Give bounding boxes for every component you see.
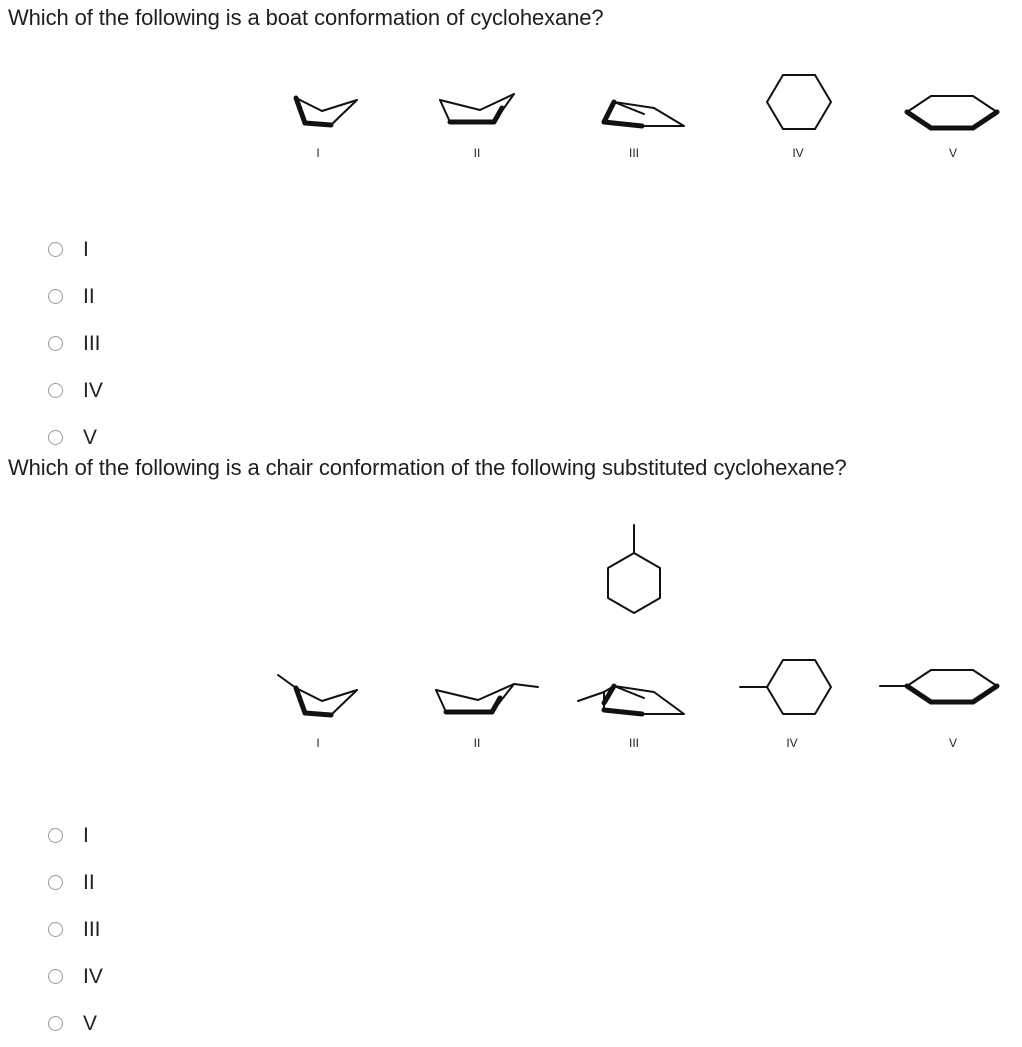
- structure-label-iv: IV: [792, 146, 804, 160]
- structure-v-flat-hexagon-substituted: [880, 670, 997, 702]
- structure-label-iii: III: [628, 736, 640, 750]
- radio-button[interactable]: [48, 922, 63, 937]
- radio-button[interactable]: [48, 828, 63, 843]
- q2-option-ii[interactable]: [48, 859, 103, 906]
- structure-label-v: V: [948, 146, 958, 160]
- structure-label-i: I: [316, 146, 320, 160]
- option-label: IV: [83, 964, 103, 988]
- radio-button[interactable]: [48, 242, 63, 257]
- structure-v-flat-hexagon: [907, 96, 997, 128]
- option-label: V: [83, 425, 98, 449]
- radio-button[interactable]: [48, 383, 63, 398]
- option-label: IV: [83, 378, 103, 402]
- q2-option-iii[interactable]: [48, 906, 103, 953]
- radio-button[interactable]: [48, 430, 63, 445]
- q2-option-iv[interactable]: [48, 953, 103, 1000]
- option-label: III: [83, 917, 101, 941]
- structure-label-iv: IV: [786, 736, 798, 750]
- structure-iv-hexagon-substituted: [740, 660, 831, 714]
- radio-button[interactable]: [48, 336, 63, 351]
- option-label: V: [83, 1011, 98, 1035]
- q2-option-i[interactable]: [48, 812, 103, 859]
- question-1-figure: [0, 60, 1022, 180]
- structure-label-ii: II: [473, 736, 481, 750]
- question-2-text: Which of the following is a chair conformation of the following substituted cyclohexane?: [8, 455, 847, 480]
- structure-ii-chair-substituted: [436, 684, 538, 712]
- q1-option-ii[interactable]: [48, 273, 103, 320]
- structure-iv-hexagon: [767, 75, 831, 129]
- q1-option-v[interactable]: [48, 414, 103, 461]
- question-2-options: [48, 812, 103, 1047]
- option-label: I: [83, 237, 89, 261]
- structure-label-v: V: [948, 736, 958, 750]
- q1-option-iv[interactable]: [48, 367, 103, 414]
- radio-button[interactable]: [48, 875, 63, 890]
- structure-ii-chair: [440, 94, 514, 122]
- structure-label-ii: II: [473, 146, 481, 160]
- structure-iii-chair: [604, 102, 684, 126]
- option-label: II: [83, 284, 95, 308]
- option-label: II: [83, 870, 95, 894]
- structure-i-boat: [296, 98, 357, 125]
- radio-button[interactable]: [48, 289, 63, 304]
- substituted-cyclohexane-structures-q2: [0, 515, 1022, 760]
- structure-iii-chair-substituted: [578, 686, 684, 714]
- question-1-text: Which of the following is a boat conformation of cyclohexane?: [8, 5, 604, 30]
- question-1-options: [48, 226, 103, 461]
- structure-i-boat-substituted: [278, 675, 357, 715]
- radio-button[interactable]: [48, 969, 63, 984]
- structure-label-iii: III: [628, 146, 640, 160]
- q1-option-i[interactable]: [48, 226, 103, 273]
- option-label: I: [83, 823, 89, 847]
- cyclohexane-structures-q1: [0, 60, 1022, 180]
- q1-option-iii[interactable]: [48, 320, 103, 367]
- option-label: III: [83, 331, 101, 355]
- question-2-figure: [0, 515, 1022, 760]
- structure-label-i: I: [316, 736, 320, 750]
- methylcyclohexane-reference: [608, 525, 660, 613]
